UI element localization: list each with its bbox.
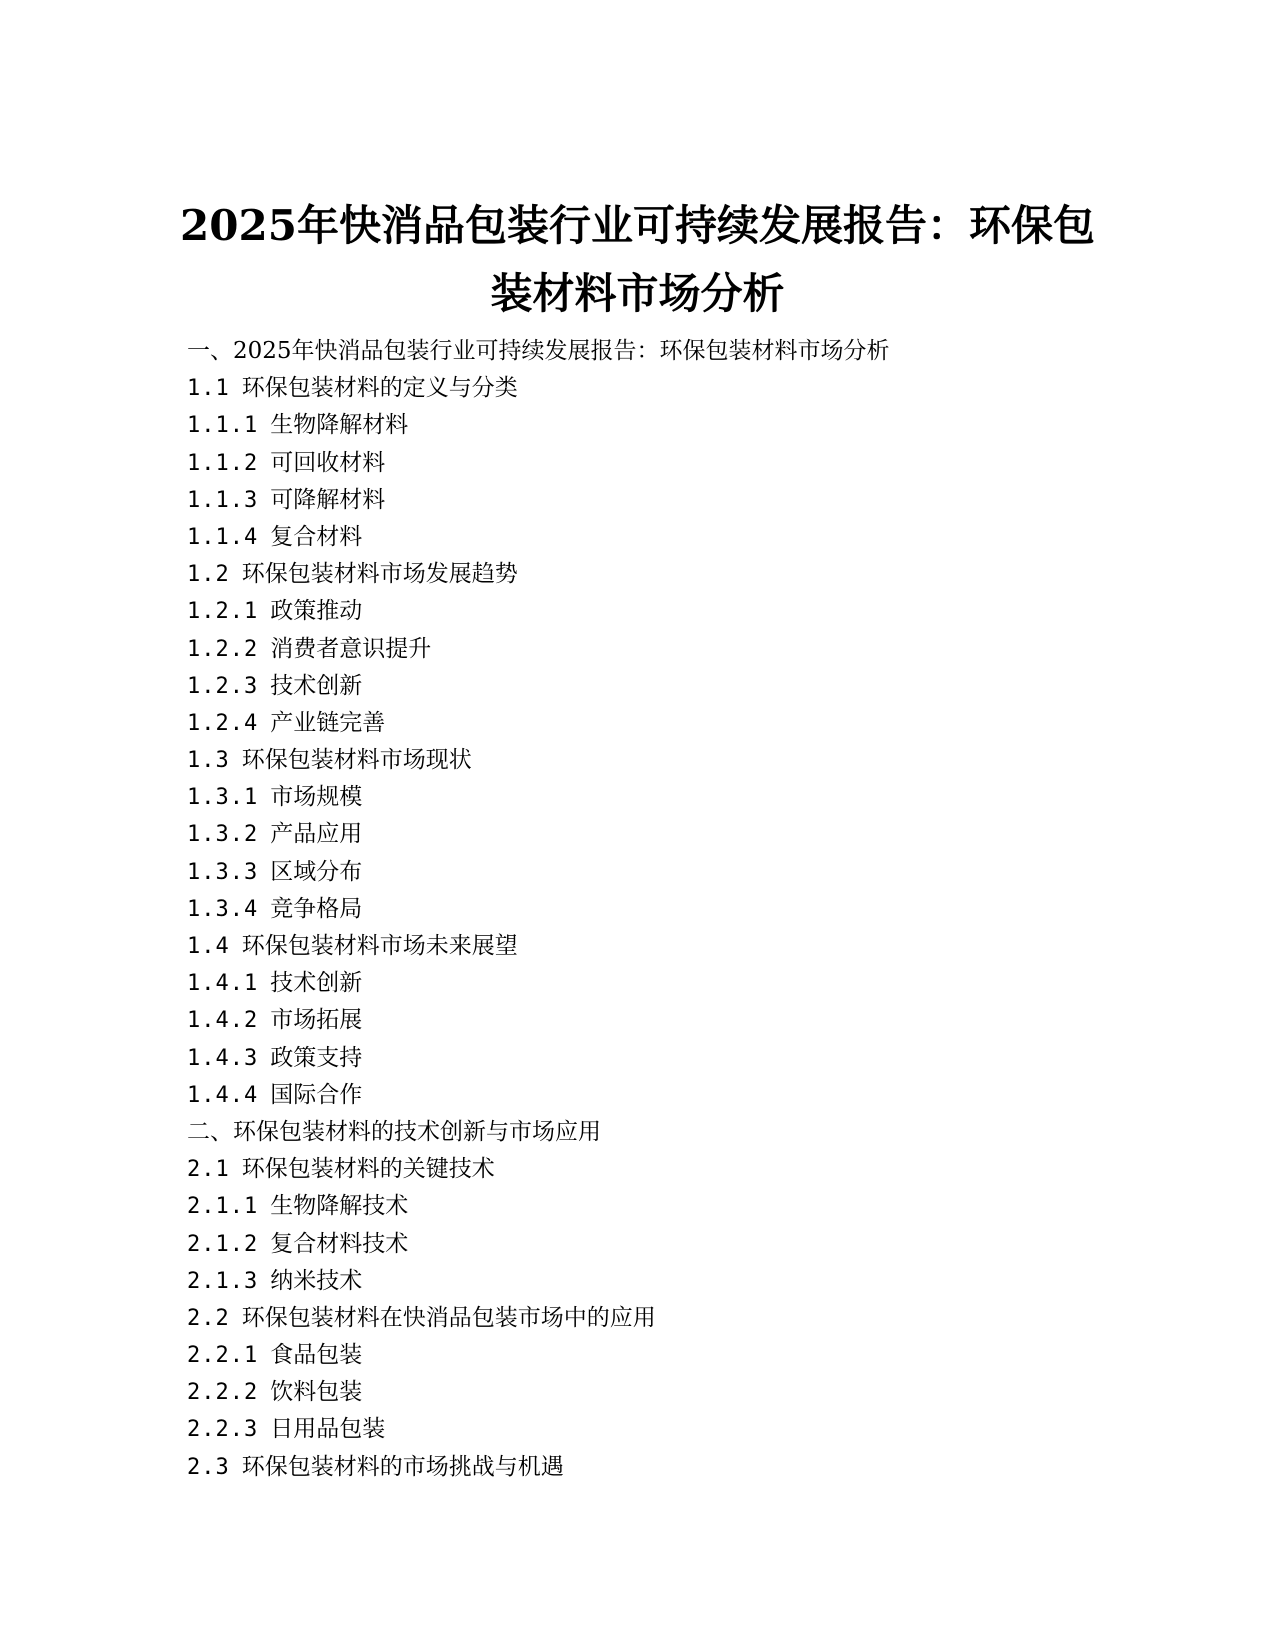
toc-entry-text: 消费者意识提升 bbox=[270, 635, 432, 662]
toc-entry-text: 复合材料 bbox=[270, 523, 363, 550]
toc-entry-text: 生物降解技术 bbox=[270, 1193, 409, 1220]
toc-entry-text: 生物降解材料 bbox=[270, 412, 409, 439]
toc-entry-text: 技术创新 bbox=[270, 970, 363, 997]
toc-entry bbox=[187, 407, 890, 444]
toc-entry bbox=[187, 333, 890, 370]
toc-entry-text: 市场拓展 bbox=[270, 1007, 363, 1034]
toc-entry-text: 环保包装材料在快消品包装市场中的应用 bbox=[241, 1304, 656, 1331]
table-of-contents bbox=[187, 333, 890, 1486]
toc-entry-text: 环保包装材料的市场挑战与机遇 bbox=[241, 1453, 564, 1480]
toc-entry bbox=[187, 631, 890, 668]
toc-entry bbox=[187, 891, 890, 928]
toc-entry bbox=[187, 1449, 890, 1486]
toc-entry-text: 环保包装材料的定义与分类 bbox=[241, 375, 518, 402]
toc-entry-number: 1.2.2 bbox=[187, 636, 259, 662]
toc-entry bbox=[187, 445, 890, 482]
toc-entry bbox=[187, 519, 890, 556]
toc-entry bbox=[187, 705, 890, 742]
toc-entry-text: 区域分布 bbox=[270, 858, 363, 885]
toc-entry bbox=[187, 965, 890, 1002]
toc-entry-text: 环保包装材料市场现状 bbox=[241, 747, 472, 774]
toc-entry-number: 2.2.1 bbox=[187, 1343, 259, 1369]
toc-entry bbox=[187, 668, 890, 705]
toc-entry-text: 技术创新 bbox=[270, 672, 363, 699]
toc-entry bbox=[187, 1374, 890, 1411]
toc-entry bbox=[187, 1040, 890, 1077]
toc-entry-number: 1.4.3 bbox=[187, 1045, 259, 1071]
toc-entry bbox=[187, 742, 890, 779]
toc-entry-number: 1.2 bbox=[187, 562, 230, 588]
toc-entry-number: 1.1.3 bbox=[187, 487, 259, 513]
toc-entry-text: 政策推动 bbox=[270, 598, 363, 625]
toc-entry-text: 国际合作 bbox=[270, 1081, 363, 1108]
toc-entry-number: 1.4 bbox=[187, 934, 230, 959]
toc-entry-text: 纳米技术 bbox=[270, 1267, 363, 1294]
toc-entry-number: 2.1.1 bbox=[187, 1194, 259, 1220]
toc-entry-text: 市场规模 bbox=[270, 784, 363, 811]
toc-entry-text: 饮料包装 bbox=[270, 1379, 363, 1406]
toc-entry bbox=[187, 928, 890, 965]
toc-entry-text: 竞争格局 bbox=[270, 895, 363, 922]
document-title: 2025年快消品包装行业可持续发展报告：环保包装材料市场分析 bbox=[180, 201, 1095, 318]
toc-entry bbox=[187, 1300, 890, 1337]
toc-entry-text: 食品包装 bbox=[270, 1342, 363, 1369]
toc-entry-number: 1.2.1 bbox=[187, 599, 259, 625]
toc-entry bbox=[187, 1151, 890, 1188]
toc-entry-text: 环保包装材料的关键技术 bbox=[241, 1156, 495, 1183]
toc-entry-number: 2.2.3 bbox=[187, 1417, 259, 1443]
toc-entry-number: 1.3.4 bbox=[187, 896, 259, 922]
toc-entry-text: 二、环保包装材料的技术创新与市场应用 bbox=[187, 1118, 601, 1145]
toc-entry-number: 2.2 bbox=[187, 1305, 230, 1331]
toc-entry-text: 环保包装材料市场发展趋势 bbox=[241, 561, 518, 588]
toc-entry-number: 1.2.4 bbox=[187, 710, 259, 736]
toc-entry-text: 可降解材料 bbox=[270, 486, 386, 513]
toc-entry-number: 1.3.2 bbox=[187, 822, 259, 848]
toc-entry-text: 日用品包装 bbox=[270, 1416, 386, 1443]
toc-entry bbox=[187, 854, 890, 891]
toc-entry-number: 1.3.3 bbox=[187, 859, 259, 885]
toc-entry bbox=[187, 482, 890, 519]
toc-entry bbox=[187, 1226, 890, 1263]
toc-entry bbox=[187, 1337, 890, 1374]
toc-entry-number: 2.3 bbox=[187, 1454, 230, 1480]
toc-entry bbox=[187, 816, 890, 853]
toc-entry-text: 一、2025年快消品包装行业可持续发展报告：环保包装材料市场分析 bbox=[187, 338, 890, 364]
toc-entry bbox=[187, 1263, 890, 1300]
toc-entry-number: 2.1.2 bbox=[187, 1231, 259, 1257]
toc-entry-number: 2.1 bbox=[187, 1157, 230, 1183]
toc-entry bbox=[187, 1411, 890, 1448]
toc-entry bbox=[187, 1077, 890, 1114]
toc-entry-number: 1.3.1 bbox=[187, 785, 259, 811]
toc-entry-number: 1.4.4 bbox=[187, 1082, 259, 1108]
toc-entry-text: 产业链完善 bbox=[270, 709, 386, 736]
toc-entry-text: 环保包装材料市场未来展望 bbox=[241, 933, 518, 959]
toc-entry-number: 1.4.1 bbox=[187, 971, 259, 997]
toc-entry-number: 1.3 bbox=[187, 748, 230, 774]
toc-entry-text: 产品应用 bbox=[270, 821, 363, 848]
toc-entry bbox=[187, 1002, 890, 1039]
toc-entry-number: 1.4.2 bbox=[187, 1008, 259, 1034]
toc-entry bbox=[187, 1114, 890, 1151]
toc-entry bbox=[187, 1188, 890, 1225]
toc-entry-text: 政策支持 bbox=[270, 1044, 363, 1071]
toc-entry bbox=[187, 556, 890, 593]
toc-entry-number: 1.1.2 bbox=[187, 450, 259, 476]
toc-entry-text: 复合材料技术 bbox=[270, 1230, 409, 1257]
toc-entry bbox=[187, 593, 890, 630]
toc-entry-number: 1.2.3 bbox=[187, 673, 259, 699]
toc-entry-number: 1.1 bbox=[187, 376, 230, 402]
toc-entry-number: 2.1.3 bbox=[187, 1268, 259, 1294]
toc-entry-number: 1.1.4 bbox=[187, 524, 259, 550]
toc-entry bbox=[187, 779, 890, 816]
toc-entry-number: 2.2.2 bbox=[187, 1380, 259, 1406]
toc-entry-text: 可回收材料 bbox=[270, 449, 386, 476]
toc-entry-number: 1.1.1 bbox=[187, 413, 259, 439]
toc-entry bbox=[187, 370, 890, 407]
